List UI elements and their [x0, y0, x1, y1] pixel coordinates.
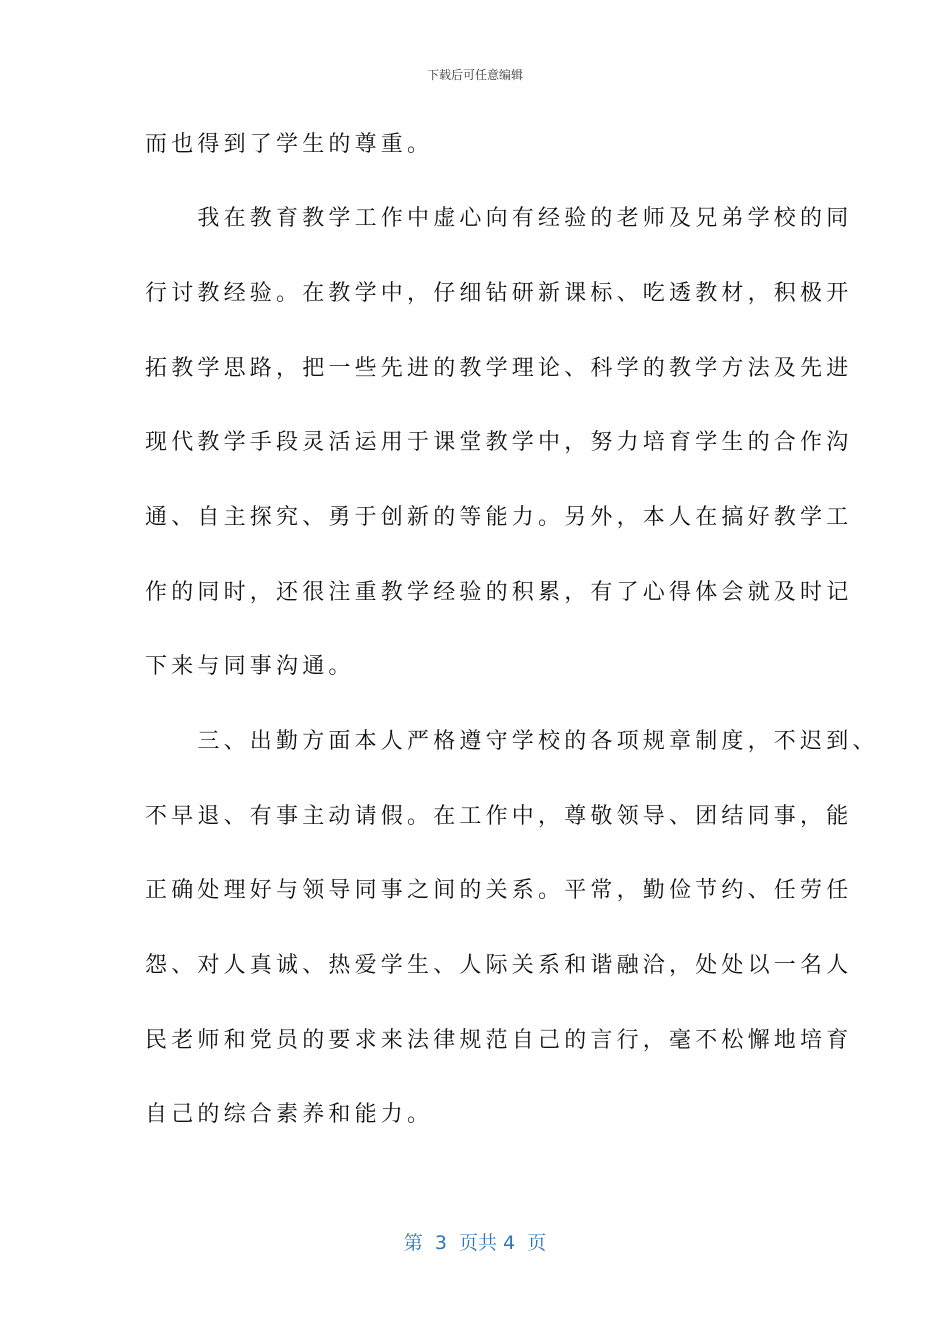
text-line: 不早退、有事主动请假。在工作中，尊敬领导、团结同事，能: [145, 804, 853, 829]
text-line: 下来与同事沟通。: [145, 654, 355, 679]
text-line: 行讨教经验。在教学中，仔细钻研新课标、吃透教材，积极开: [145, 281, 853, 306]
text-line: 正确处理好与领导同事之间的关系。平常，勤俭节约、任劳任: [145, 878, 853, 903]
text-line: 民老师和党员的要求来法律规范自己的言行，毫不松懈地培育: [145, 1028, 853, 1053]
page-number-footer: 第 3 页共 4 页: [403, 1232, 547, 1254]
text-line: 我在教育教学工作中虚心向有经验的老师及兄弟学校的同: [145, 206, 853, 231]
text-line: 而也得到了学生的尊重。: [145, 132, 434, 157]
text-line: 作的同时，还很注重教学经验的积累，有了心得体会就及时记: [145, 580, 853, 605]
text-line: 拓教学思路，把一些先进的教学理论、科学的教学方法及先进: [145, 356, 853, 381]
text-line: 怨、对人真诚、热爱学生、人际关系和谐融洽，处处以一名人: [145, 953, 853, 978]
text-line: 三、出勤方面本人严格遵守学校的各项规章制度，不迟到、: [145, 729, 879, 754]
text-line: 通、自主探究、勇于创新的等能力。另外，本人在搞好教学工: [145, 505, 853, 530]
page-header: 下载后可任意编辑: [426, 68, 523, 82]
text-line: 现代教学手段灵活运用于课堂教学中，努力培育学生的合作沟: [145, 430, 853, 455]
text-line: 自己的综合素养和能力。: [145, 1102, 434, 1127]
